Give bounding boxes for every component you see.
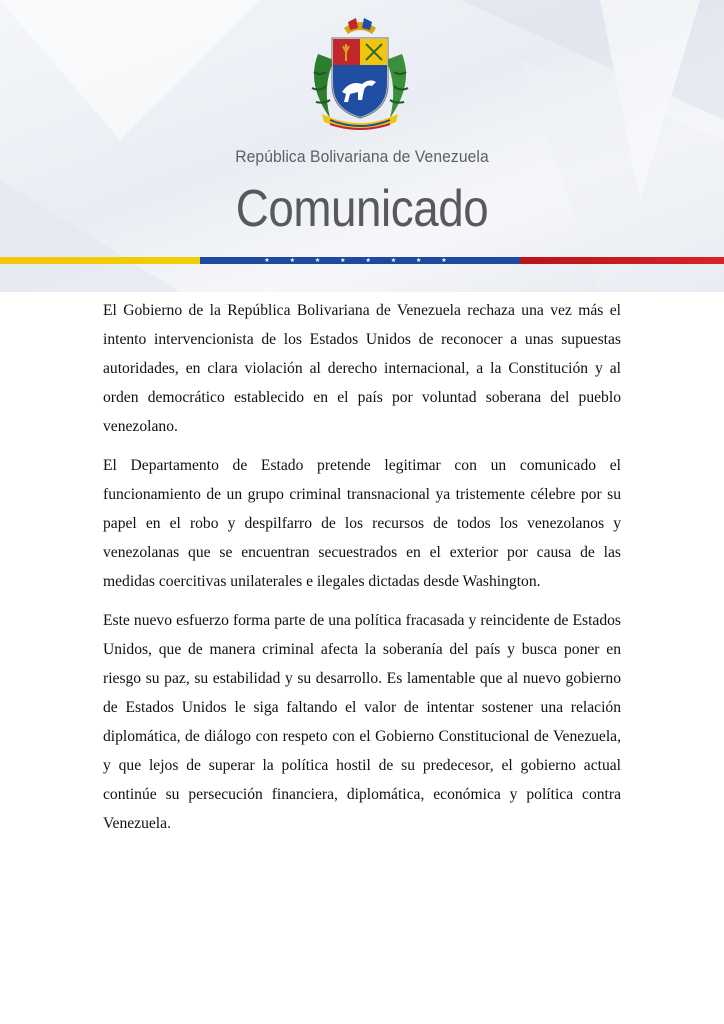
communique-body bbox=[103, 296, 621, 848]
coat-of-arms-emblem bbox=[300, 14, 420, 132]
letterhead bbox=[0, 0, 724, 292]
flag-yellow-segment bbox=[0, 257, 200, 264]
country-name: República Bolivariana de Venezuela bbox=[235, 147, 489, 166]
document-title: Comunicado bbox=[235, 180, 489, 238]
flag-stripe bbox=[0, 257, 724, 264]
paragraph-2: El Departamento de Estado pretende legitimar con un comunicado el funcionamiento de un grupo criminal transnacional ya tristemente célebre por su papel en el robo y despilfarro de los recursos de todos los venezolanos y venezolanas que se encuentran secuestrados en el exterior por causa de las medidas coercitivas unilaterales e ilegales dictadas desde Washington. bbox=[103, 457, 621, 590]
flag-red-segment bbox=[520, 257, 724, 264]
flag-blue-segment bbox=[200, 257, 520, 264]
paragraph-1: El Gobierno de la República Bolivariana de Venezuela rechaza una vez más el intento intervencionista de los Estados Unidos de reconocer a unas supuestas autoridades, en clara violación al derecho internacional, a la Constitución y al orden democrático establecido en el país por voluntad soberana del pueblo venezolano. bbox=[103, 302, 621, 435]
paragraph-3: Este nuevo esfuerzo forma parte de una política fracasada y reincidente de Estados Unidos, que de manera criminal afecta la soberanía del país y busca poner en riesgo su paz, su estabilidad y su desarrollo. Es lamentable que al nuevo gobierno de Estados Unidos le siga faltando el valor de intentar sostener una relación diplomática, de diálogo con respeto con el Gobierno Constitucional de Venezuela, y que lejos de superar la política hostil de su predecesor, el gobierno actual continúe su persecución financiera, diplomática, económica y política contra Venezuela. bbox=[103, 612, 621, 832]
stars-row: ★ ★ ★ ★ ★ ★ ★ ★ bbox=[264, 257, 456, 264]
